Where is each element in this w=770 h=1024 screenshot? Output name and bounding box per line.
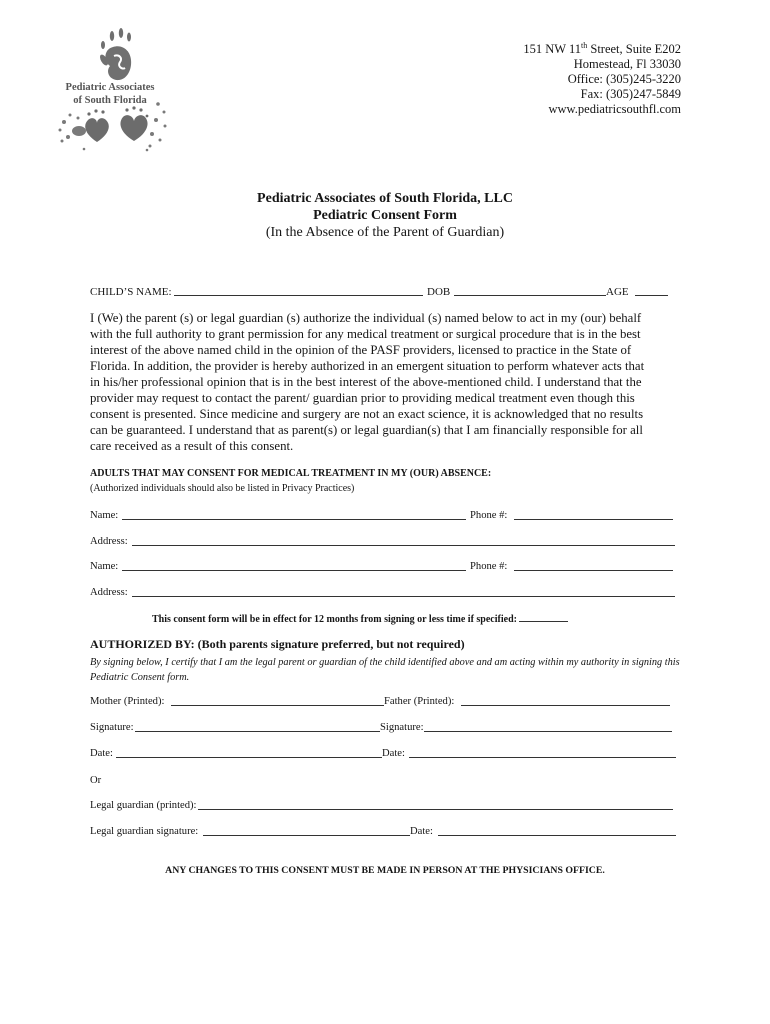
age-field[interactable] <box>635 285 668 296</box>
consent-line: care received as a result of this consent. <box>90 439 294 453</box>
mother-signature-field[interactable] <box>135 721 380 732</box>
consent-line: consent is presented. Since medicine and surgery are not an exact science, it is acknowledged that no results <box>90 407 644 421</box>
adult-2-phone-label: Phone #: <box>470 561 508 572</box>
logo-text-line1: Pediatric Associates <box>65 82 155 93</box>
age-label: AGE <box>606 286 629 298</box>
parents-signature-row <box>90 721 681 735</box>
guardian-printed-row <box>90 799 681 813</box>
top-handprint-icon <box>98 28 131 80</box>
street-name: Street, Suite E202 <box>587 42 681 56</box>
father-date-label: Date: <box>382 748 405 759</box>
ordinal-suffix: th <box>581 40 588 50</box>
bottom-left-splatter-icon <box>59 114 87 151</box>
mother-signature-label: Signature: <box>90 722 134 733</box>
certification-line-2: Pediatric Consent form. <box>90 672 190 683</box>
guardian-printed-field[interactable] <box>198 799 673 810</box>
form-subtitle: (In the Absence of the Parent of Guardian) <box>265 225 505 240</box>
or-label: Or <box>90 775 102 786</box>
guardian-date-field[interactable] <box>438 825 676 836</box>
logo-handprints-icon <box>0 0 190 160</box>
child-name-field[interactable] <box>174 285 423 296</box>
website: www.pediatricsouthfl.com <box>548 102 681 116</box>
consent-line: provider may request to contact the parent/ guardian prior to providing medical treatment even though this <box>90 391 635 405</box>
or-row <box>90 774 681 788</box>
mother-date-label: Date: <box>90 748 113 759</box>
guardian-date-label: Date: <box>410 826 433 837</box>
guardian-signature-field[interactable] <box>203 825 410 836</box>
guardian-signature-row <box>90 825 681 839</box>
form-title: Pediatric Consent Form <box>313 208 457 223</box>
adults-heading: ADULTS THAT MAY CONSENT FOR MEDICAL TREATMENT IN MY (OUR) ABSENCE: <box>90 468 492 479</box>
heart-handprints-icon <box>85 106 148 142</box>
mother-printed-label: Mother (Printed): <box>90 696 165 707</box>
adult-1-phone-field[interactable] <box>514 509 673 520</box>
father-signature-label: Signature: <box>380 722 424 733</box>
validity-period-field[interactable] <box>519 612 568 622</box>
logo-text-line2: of South Florida <box>73 95 147 106</box>
adult-1-address-field[interactable] <box>132 535 675 546</box>
consent-line: interest of the above named child in the opinion of the PASF providers, licensed to practice in the State of <box>90 343 632 357</box>
city-state-zip: Homestead, Fl 33030 <box>573 57 681 71</box>
adult-1-phone-label: Phone #: <box>470 510 508 521</box>
parents-printed-row <box>90 695 681 709</box>
certification-line-1: By signing below, I certify that I am the legal parent or guardian of the child identified above and am acting within my authority in signing this <box>90 657 680 668</box>
adult-1-address-row <box>90 535 681 549</box>
consent-line: with the full authority to grant permission for any medical treatment or surgical procedure that is in the best <box>90 327 641 341</box>
adult-1-name-row <box>90 509 681 523</box>
office-phone: Office: (305)245-3220 <box>567 72 681 86</box>
adult-1-name-label: Name: <box>90 510 119 521</box>
changes-notice: ANY CHANGES TO THIS CONSENT MUST BE MADE IN PERSON AT THE PHYSICIANS OFFICE. <box>165 865 605 876</box>
adult-1-address-label: Address: <box>90 536 128 547</box>
street-number: 151 NW 11 <box>523 42 582 56</box>
street-address <box>523 42 681 57</box>
adult-2-name-field[interactable] <box>122 560 466 571</box>
adults-note: (Authorized individuals should also be listed in Privacy Practices) <box>90 483 355 494</box>
dob-field[interactable] <box>454 285 606 296</box>
child-info-row <box>90 285 681 299</box>
consent-line: in his/her professional opinion that is in the best interest of the above-mentioned child. I understand that the <box>90 375 642 389</box>
organization-title: Pediatric Associates of South Florida, LLC <box>257 191 513 206</box>
fax-number: Fax: (305)247-5849 <box>580 87 681 101</box>
consent-paragraph <box>90 310 690 454</box>
consent-line: I (We) the parent (s) or legal guardian (s) authorize the individual (s) named below to act in my (our) behalf <box>90 311 642 325</box>
adult-2-name-row <box>90 560 681 574</box>
father-signature-field[interactable] <box>424 721 672 732</box>
adult-2-address-row <box>90 586 681 600</box>
adult-1-name-field[interactable] <box>122 509 466 520</box>
consent-line: Florida. In addition, the provider is hereby authorized in an emergent situation to perform whatever acts that <box>90 359 645 373</box>
authorized-by-heading: AUTHORIZED BY: (Both parents signature preferred, but not required) <box>90 637 465 651</box>
guardian-printed-label: Legal guardian (printed): <box>90 800 197 811</box>
address-block <box>523 42 681 117</box>
adult-2-address-label: Address: <box>90 587 128 598</box>
mother-printed-field[interactable] <box>171 695 384 706</box>
guardian-signature-label: Legal guardian signature: <box>90 826 199 837</box>
child-name-label: CHILD’S NAME: <box>90 286 172 298</box>
consent-line: can be guaranteed. I understand that as parent(s) or legal guardian(s) that I am financially responsible for all <box>90 423 643 437</box>
validity-notice-text: This consent form will be in effect for 12 months from signing or less time if specified: <box>152 614 517 625</box>
adult-2-name-label: Name: <box>90 561 119 572</box>
right-splatter-icon <box>146 102 167 151</box>
adult-2-address-field[interactable] <box>132 586 675 597</box>
mother-date-field[interactable] <box>116 747 382 758</box>
validity-notice <box>152 612 568 627</box>
father-printed-label: Father (Printed): <box>384 696 455 707</box>
father-date-field[interactable] <box>409 747 676 758</box>
dob-label: DOB <box>427 286 451 298</box>
father-printed-field[interactable] <box>461 695 670 706</box>
adult-2-phone-field[interactable] <box>514 560 673 571</box>
parents-date-row <box>90 747 681 761</box>
